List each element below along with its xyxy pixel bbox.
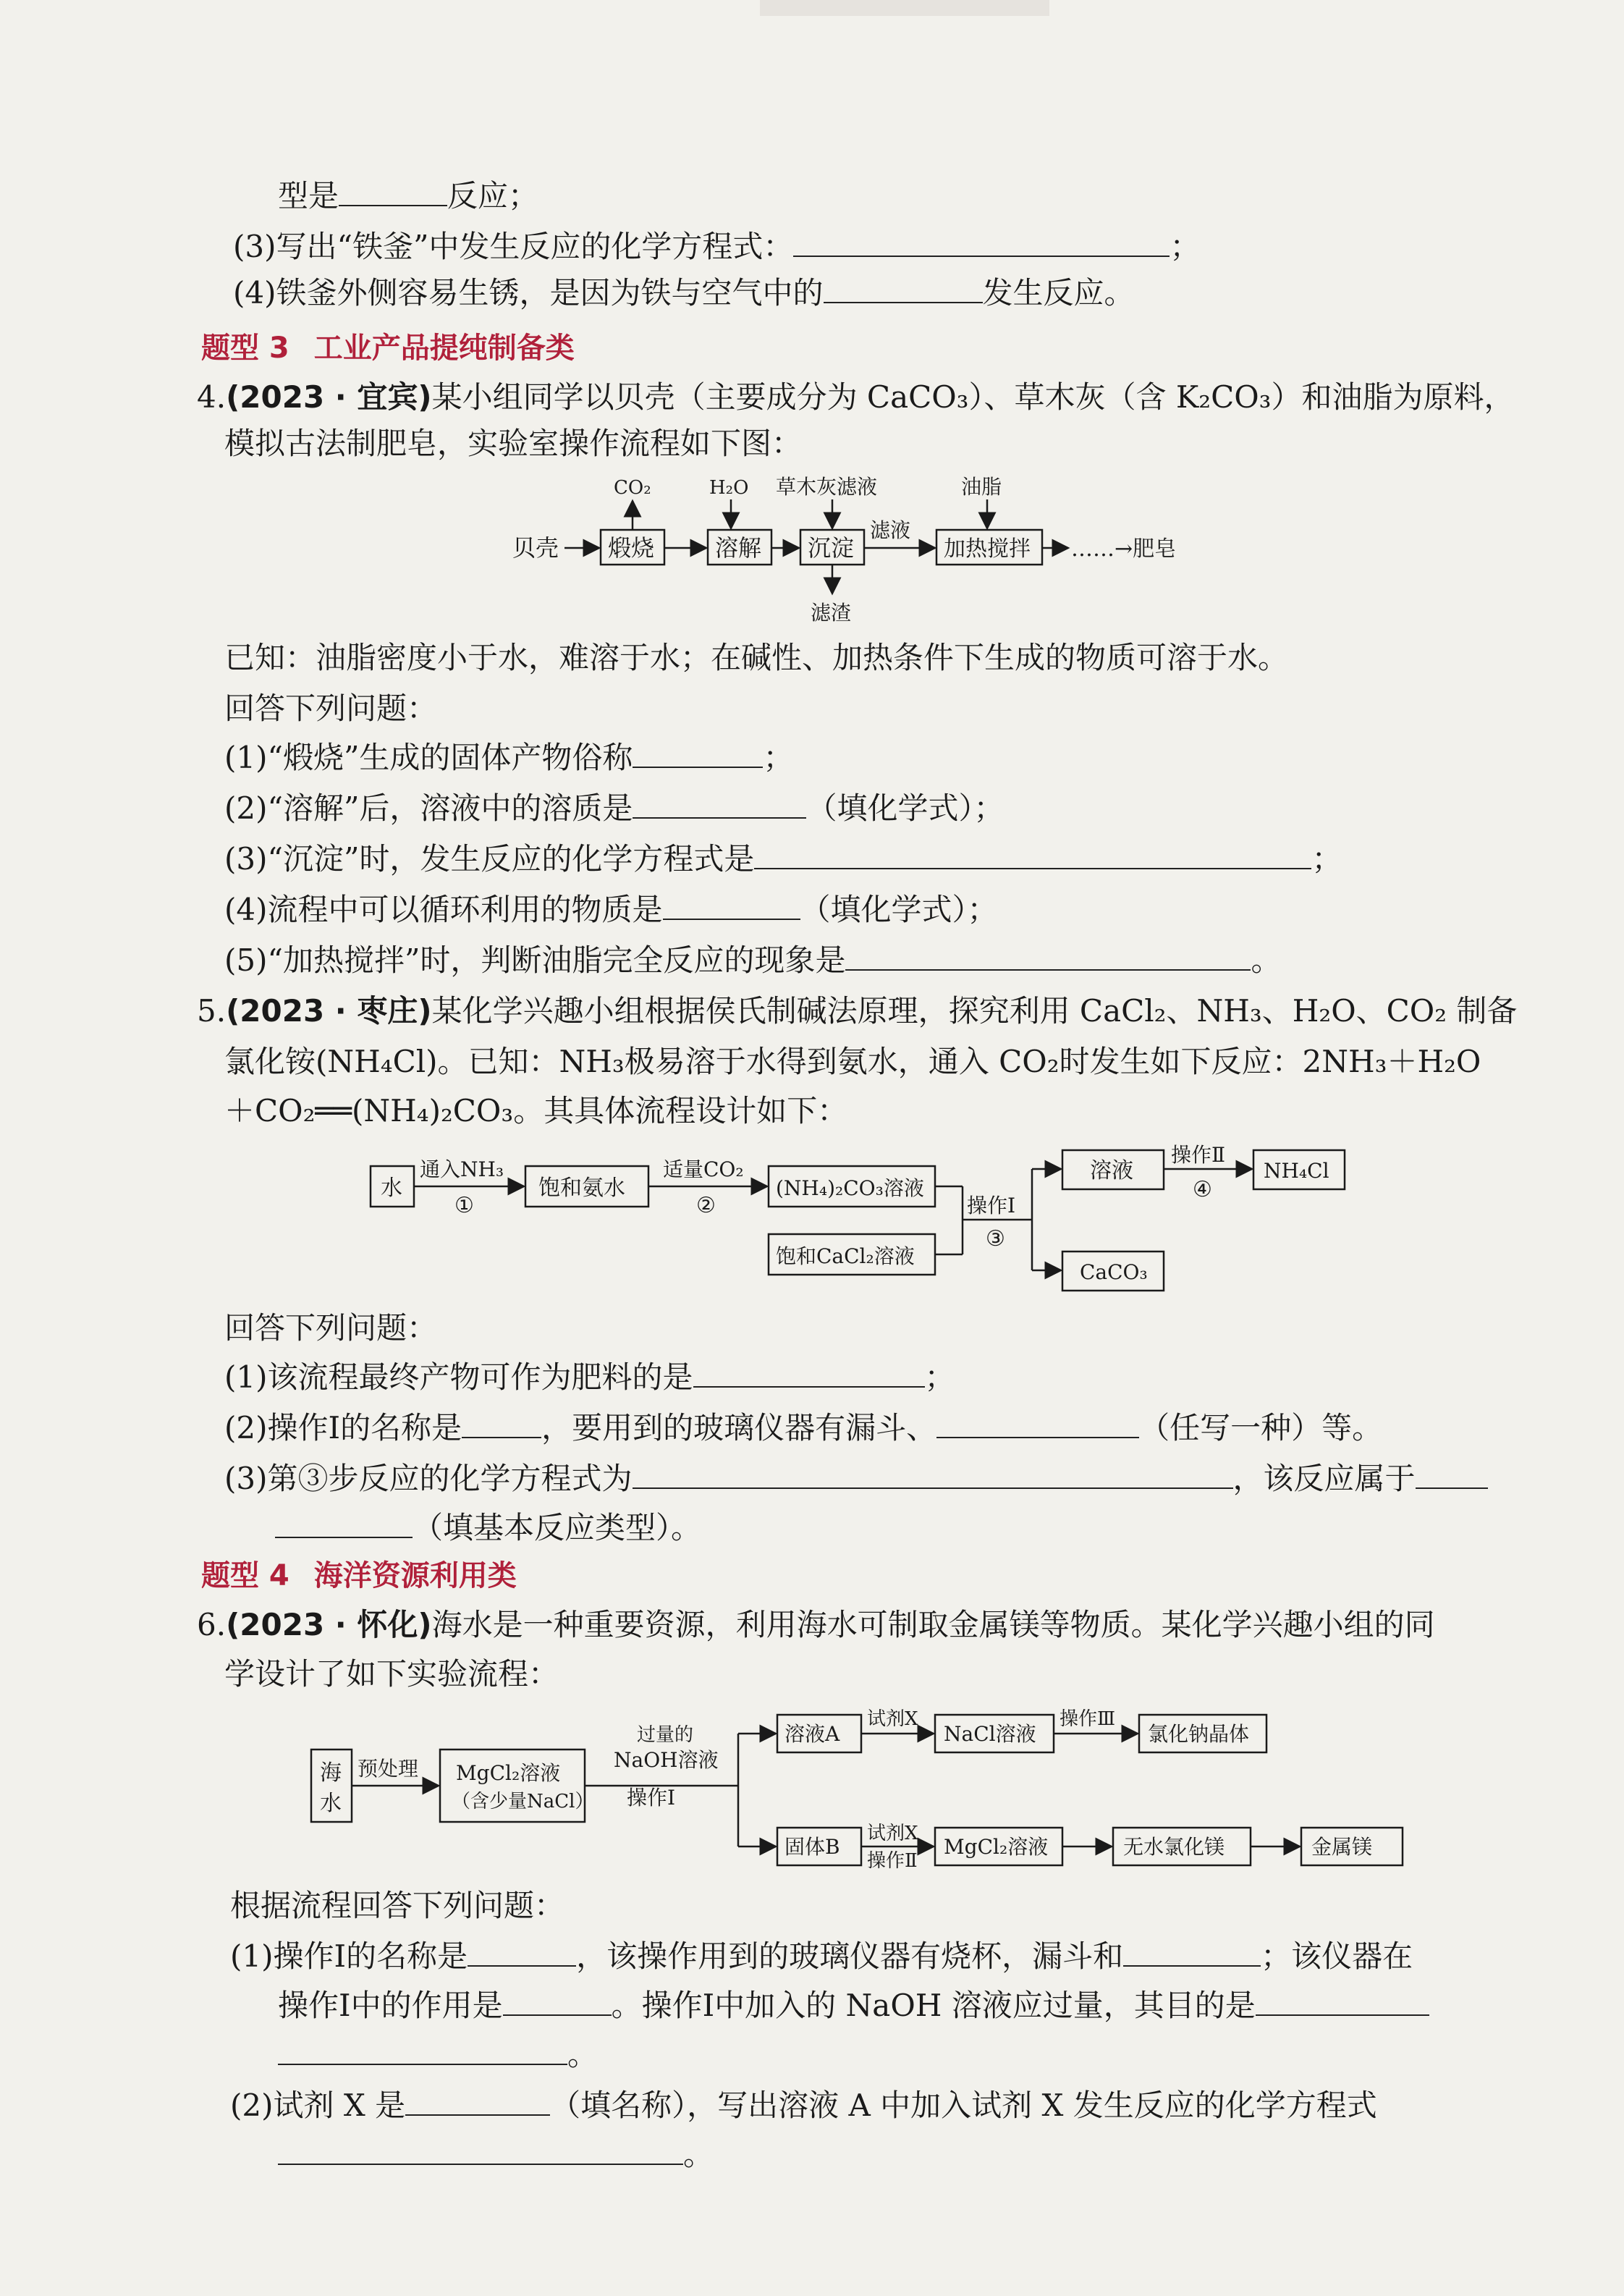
flow-label-soap: ……→肥皂 (1071, 536, 1177, 562)
text: ，该反应属于 (1232, 1461, 1416, 1496)
flow-box-solid-b: 固体B (784, 1835, 840, 1859)
flow-box-nacl: NaCl溶液 (944, 1722, 1036, 1746)
text: （填基本反应类型）。 (413, 1510, 702, 1545)
prev-q-line1 (278, 177, 538, 216)
flow-box-calcine: 煅烧 (608, 534, 655, 562)
answer-blank[interactable] (503, 1988, 612, 2016)
text: (4)流程中可以循环利用的物质是 (224, 892, 663, 927)
flow-box-sea-1: 海 (320, 1760, 342, 1786)
answer-blank[interactable] (1416, 1461, 1488, 1489)
flow-label-residue: 滤渣 (811, 601, 852, 625)
text: 操作Ⅰ中的作用是 (278, 1988, 503, 2023)
flow-step-3: ③ (986, 1226, 1005, 1252)
flow-label-naoh-1: 过量的 (637, 1724, 694, 1746)
section-heading-type3 (201, 329, 575, 368)
text: (5)“加热搅拌”时，判断油脂完全反应的现象是 (224, 942, 846, 978)
answer-blank[interactable] (754, 842, 1311, 869)
answer-blank[interactable] (633, 740, 763, 768)
flow-step-2: ② (696, 1193, 716, 1218)
flow-label-co2: 适量CO₂ (663, 1157, 744, 1181)
flow-label-nh3: 通入NH₃ (420, 1157, 504, 1181)
q6-sub2 (230, 2086, 1377, 2125)
flow-label-naoh-2: NaOH溶液 (614, 1748, 719, 1772)
text: (3)写出“铁釜”中发生反应的化学方程式： (233, 229, 794, 264)
prev-q-line2 (233, 227, 1200, 266)
text: 反应； (447, 178, 539, 214)
flow-box-carbonate: (NH₄)₂CO₃溶液 (776, 1176, 924, 1200)
answer-blank[interactable] (275, 1511, 413, 1538)
text: (1)“煅烧”生成的固体产物俗称 (224, 740, 633, 775)
text: (2)试剂 X 是 (230, 2088, 406, 2123)
text: (3)“沉淀”时，发生反应的化学方程式是 (224, 841, 755, 877)
q4-sub3 (224, 840, 1342, 879)
q4-sub2 (224, 789, 1004, 828)
answer-blank[interactable] (663, 892, 800, 920)
flow-box-sea-2: 水 (320, 1791, 342, 1816)
text: (2)“溶解”后，溶液中的溶质是 (224, 790, 633, 826)
flow-label-filtrate: 滤液 (870, 518, 911, 542)
answer-blank[interactable] (1256, 1988, 1429, 2016)
flow-box-water: 水 (381, 1176, 402, 1201)
q6-sub1-cont (278, 1986, 1429, 2025)
flow-box-magnesium: 金属镁 (1311, 1835, 1373, 1859)
q5-sub1 (224, 1358, 955, 1397)
flow-box-caco3: CaCO₃ (1080, 1260, 1148, 1284)
q5-line2: 氯化铵(NH₄Cl)。已知：NH₃极易溶于水得到氨水，通入 CO₂时发生如下反应：2NH₃＋H₂O (224, 1044, 1481, 1079)
answer-blank[interactable] (824, 276, 983, 303)
text: (1)该流程最终产物可作为肥料的是 (224, 1359, 693, 1395)
question-number: 5. (197, 993, 227, 1029)
text: 。 (567, 2037, 599, 2072)
text: (4)铁釜外侧容易生锈，是因为铁与空气中的 (233, 275, 824, 311)
flow-label-oil: 油脂 (961, 475, 1002, 499)
q6-answer-prompt: 根据流程回答下列问题： (230, 1888, 565, 1923)
answer-blank[interactable] (693, 1360, 925, 1388)
answer-blank[interactable] (1123, 1939, 1261, 1967)
flow-label-shell: 贝壳 (512, 534, 559, 562)
text: (1)操作Ⅰ的名称是 (230, 1938, 468, 1974)
prev-q-line3 (233, 274, 1135, 313)
flow-box-solution: 溶液 (1090, 1158, 1133, 1183)
q4-line2: 模拟古法制肥皂，实验室操作流程如下图： (224, 426, 803, 461)
q6-line2: 学设计了如下实验流程： (224, 1656, 559, 1692)
q5-sub3-cont (275, 1508, 701, 1548)
answer-blank[interactable] (845, 943, 1251, 971)
flow-label-op1: 操作Ⅰ (627, 1786, 676, 1810)
flow-box-dissolve: 溶解 (715, 534, 762, 562)
text: （填化学式）； (806, 790, 1005, 826)
flow-label-ash-filtrate: 草木灰滤液 (776, 475, 878, 499)
flow-label-op2: 操作Ⅱ (867, 1850, 918, 1871)
flow-step-4: ④ (1193, 1177, 1212, 1202)
answer-blank[interactable] (278, 2137, 683, 2165)
q4-sub5 (224, 941, 1281, 980)
flow-label-op1: 操作Ⅰ (967, 1194, 1016, 1217)
flow-label-co2: CO₂ (614, 477, 651, 499)
question-source: (2023 · 怀化) (226, 1607, 432, 1642)
q4-line1 (197, 378, 1514, 417)
heading-label: 题型 3 (201, 332, 289, 365)
q4-answer-prompt: 回答下列问题： (224, 691, 438, 726)
q6-flow-diagram (304, 1705, 1433, 1871)
answer-blank[interactable] (278, 2038, 567, 2065)
text: 海水是一种重要资源，利用海水可制取金属镁等物质。某化学兴趣小组的同 (431, 1607, 1435, 1642)
page-edge-shadow (760, 0, 1049, 16)
answer-blank[interactable] (462, 1411, 541, 1438)
answer-blank[interactable] (633, 791, 806, 819)
answer-blank[interactable] (936, 1411, 1139, 1438)
flow-label-pretreat: 预处理 (358, 1757, 419, 1781)
answer-blank[interactable] (468, 1939, 576, 1967)
text: （填化学式）； (800, 892, 998, 927)
flow-box-mgcl2-1: MgCl₂溶液 (456, 1761, 561, 1785)
text: 某小组同学以贝壳（主要成分为 CaCO₃）、草木灰（含 K₂CO₃）和油脂为原料， (431, 379, 1515, 415)
q5-answer-prompt: 回答下列问题： (224, 1310, 438, 1346)
q6-sub1-cont2 (278, 2035, 598, 2075)
q5-line3: ＋CO₂══(NH₄)₂CO₃。其具体流程设计如下： (224, 1093, 848, 1128)
flow-label-reagent-x-1: 试剂X (867, 1708, 918, 1730)
text: ；该仪器在 (1261, 1938, 1413, 1974)
text: 。操作Ⅰ中加入的 NaOH 溶液应过量，其目的是 (611, 1988, 1256, 2023)
answer-blank[interactable] (793, 229, 1170, 257)
question-number: 4. (197, 379, 227, 415)
text: ，该操作用到的玻璃仪器有烧杯，漏斗和 (576, 1938, 1124, 1974)
q5-flow-diagram (362, 1140, 1375, 1299)
text: （任写一种）等。 (1139, 1410, 1383, 1445)
heading-label: 题型 4 (201, 1559, 289, 1592)
q6-sub2-cont (278, 2135, 714, 2174)
text: ； (1311, 841, 1342, 877)
q6-line1 (197, 1605, 1435, 1645)
flow-box-nacl-crystal: 氯化钠晶体 (1148, 1722, 1250, 1746)
q5-sub2 (224, 1409, 1382, 1448)
flow-box-solution-a: 溶液A (784, 1722, 840, 1746)
flow-label-op2: 操作Ⅱ (1171, 1143, 1226, 1167)
flow-step-1: ① (454, 1193, 474, 1218)
flow-label-h2o: H₂O (709, 477, 749, 499)
answer-blank[interactable] (339, 179, 447, 206)
text: ，要用到的玻璃仪器有漏斗、 (541, 1410, 937, 1445)
text: 某化学兴趣小组根据侯氏制碱法原理，探究利用 CaCl₂、NH₃、H₂O、CO₂ 制备 (431, 993, 1518, 1029)
text: 。 (683, 2137, 714, 2172)
flow-box-precipitate: 沉淀 (808, 534, 855, 562)
text: 型是 (278, 178, 339, 214)
flow-label-reagent-x-2: 试剂X (867, 1823, 918, 1844)
text: 发生反应。 (982, 275, 1135, 311)
text: ； (924, 1359, 955, 1395)
answer-blank[interactable] (405, 2088, 550, 2116)
q4-sub1 (224, 738, 793, 777)
question-source: (2023 · 宜宾) (226, 379, 432, 415)
text: ； (1170, 229, 1201, 264)
text: (3)第③步反应的化学方程式为 (224, 1461, 633, 1496)
q4-known: 已知：油脂密度小于水，难溶于水；在碱性、加热条件下生成的物质可溶于水。 (224, 640, 1289, 675)
q4-flow-diagram (507, 470, 1245, 637)
text: ； (763, 740, 794, 775)
flow-box-heat-stir: 加热搅拌 (944, 536, 1031, 562)
flow-box-mgcl2-2: （含少量NaCl） (452, 1791, 594, 1812)
text: （填名称），写出溶液 A 中加入试剂 X 发生反应的化学方程式 (550, 2088, 1377, 2123)
text: 。 (1251, 942, 1282, 978)
flow-box-cacl2: 饱和CaCl₂溶液 (776, 1244, 915, 1268)
flow-box-nh4cl: NH₄Cl (1264, 1159, 1329, 1183)
flow-box-anhydrous-mgcl2: 无水氯化镁 (1123, 1835, 1225, 1859)
text: (2)操作Ⅰ的名称是 (224, 1410, 462, 1445)
section-heading-type4 (201, 1556, 517, 1595)
heading-name: 工业产品提纯制备类 (313, 332, 575, 365)
q4-sub4 (224, 890, 998, 929)
heading-name: 海洋资源利用类 (313, 1559, 517, 1592)
flow-box-mgcl2-solution: MgCl₂溶液 (944, 1835, 1049, 1859)
question-source: (2023 · 枣庄) (226, 993, 432, 1029)
flow-label-op3: 操作Ⅲ (1060, 1708, 1116, 1730)
flow-box-ammonia: 饱和氨水 (538, 1176, 625, 1201)
question-number: 6. (197, 1607, 227, 1642)
q6-sub1 (230, 1937, 1413, 1976)
q5-line1 (197, 992, 1517, 1031)
answer-blank[interactable] (633, 1461, 1233, 1489)
q5-sub3 (224, 1459, 1488, 1498)
